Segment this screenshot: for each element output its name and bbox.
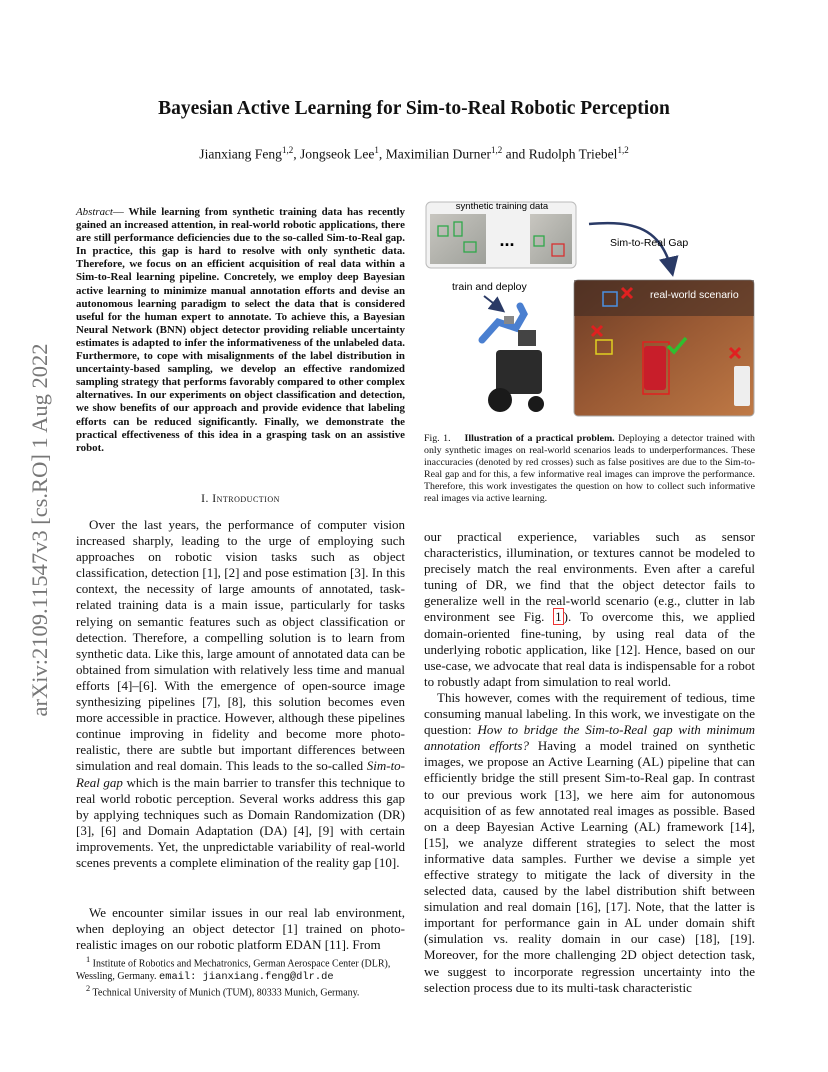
author-name: Maximilian Durner <box>385 146 492 162</box>
right-p2-text-end: Having a model trained on synthetic images, we propose an Active Learning (AL) pipeline that can efficiently bridge the still present Sim-to-Real gap. In contrast to our previous work [13], we here aim for autonomous acquisition of as few annotated real images as possible. Based on a deep Bayesian Active Learning (AL) framework [14], [15], we analyze different strategies to select the most informative data samples. Further we devise a simple yet effective strategy to mitigate the lack of diversity in the selected data, caused by the label distribution shift between simulation and real domain [16], [17]. Note, that the latter is important for performance gain in AL under domain shift (simulation vs. reality domain in our case) [18], [19]. Moreover, for the more challenging 2D object detection task, we suggest to incorporate regression uncertainty into the selection process due to its multi-task characteristic <box>424 738 756 995</box>
author-affiliation: 1,2 <box>617 145 629 155</box>
intro-text-end: which is the main barrier to transfer this technique to real world robotic perception. Several works address this gap by applying techniques such as Domain Randomization (DR) [3], [6] and Domain Adaptation (DA) [4], [9] with certain improvements. Yet, the unpredictable variability of real-world scenes prevents a complete elimination of the reality gap [10]. <box>76 774 406 870</box>
figure-1-illustration <box>424 196 755 420</box>
intro-text-2: We encounter similar issues in our real lab environment, when deploying an object detector [1] trained on photo-realistic images on our robotic platform EDAN [11]. From <box>76 905 405 953</box>
section-number: I. <box>201 492 213 505</box>
author-affiliation: 1,2 <box>281 145 294 155</box>
intro-text: Over the last years, the performance of computer vision increased sharply, leading to the urge of employing such approaches on robotic vision tasks such as object classification, detection [1], [2] and pose estimation [3]. In this context, the necessity of large amounts of annotated, task-related training data is a main issue, particularly for tasks relying on semantic features such as object classification or detection. Therefore, a compelling solution is to learn from synthetic data. Like this, large amount of annotated data can be obtained from simulation with relatively less time and manual efforts [4]–[6]. With the emergence of open-source image synthesizing pipelines [7], [8], this solution becomes even more accessible in practice. However, although these pipelines continue improving in fidelity and become more photo-realistic, there are subtle but important differences between simulation and real domain. This leads to the so-called <box>76 517 405 774</box>
abstract-text: While learning from synthetic training data has recently gained an increased attention, in real-world robotic applications, there are still performance deficiencies due to the so-called Sim-to-Real gap. In practice, this gap is hard to resolve with only synthetic data. Therefore, we focus on an efficient acquisition of real data within a Sim-to-Real learning pipeline. Concretely, we employ deep Bayesian active learning to minimize manual annotation efforts and devise an autonomous learning paradigm to select the data that is considered useful for the human expert to annotate. To achieve this, a Bayesian Neural Network (BNN) object detector providing reliable uncertainty estimates is adapted to infer the informativeness of the unlabeled data. Furthermore, to cope with misalignments of the label distribution in uncertainty-based sampling, we develop an effective randomized sampling strategy that performs favorably compared to other complex alternatives. In our experiments on object classification and detection, we show benefits of our approach and provide evidence that labeling efforts can be reduced significantly. Finally, we demonstrate the practical effectiveness of this idea in a grasping task on an assistive robot. <box>76 206 405 454</box>
author-separator: , <box>378 146 386 162</box>
footnote-1-text: Institute of Robotics and Mechatronics, German Aerospace Center (DLR), Wessling, Germany. <box>76 958 391 982</box>
figure-caption-text: Deploying a detector trained with only synthetic images on real-world scenarios leads to underperformances. These inaccuracies (denoted by red crosses) such as false positives are due to the Sim-to-Real gap and for this, a few informative real images can improve the performance. Therefore, this work investigates the question on how to collect such informative real images via active learning. <box>424 433 755 505</box>
section-heading <box>76 492 405 505</box>
author-name: Jianxiang Feng <box>199 146 282 162</box>
paper-title: Bayesian Active Learning for Sim-to-Real Robotic Perception <box>158 98 670 119</box>
intro-paragraph-2 <box>76 905 405 953</box>
gap-label: Sim-to-Real Gap <box>610 237 689 249</box>
arxiv-identifier <box>18 290 62 770</box>
right-paragraph-1 <box>424 529 755 690</box>
footnotes <box>76 954 405 1000</box>
abstract: Abstract— While learning from synthetic training data has recently gained an increased attention, in real-world robotic applications, there are still performance deficiencies due to the so-called Sim-to-Real gap. In practice, this gap is hard to resolve with only synthetic data. Therefore, we focus on an efficient acquisition of real data within a Sim-to-Real learning pipeline. Concretely, we employ deep Bayesian active learning to minimize manual annotation efforts and devise an autonomous learning paradigm to select the data that is considered useful for the human expert to annotate. To achieve this, a Bayesian Neural Network (BNN) object detector providing reliable uncertainty estimates is adapted to infer the informativeness of the unlabeled data. Furthermore, to cope with misalignments of the label distribution in uncertainty-based sampling, we develop an effective randomized sampling strategy that performs favorably compared to other complex alternatives. In our experiments on object classification and detection, we show benefits of our approach and provide evidence that labeling efforts can be reduced significantly. Finally, we demonstrate the practical effectiveness of this idea in a grasping task on an assistive robot. <box>76 206 405 454</box>
figure-caption <box>424 433 755 506</box>
footnote-2-text: Technical University of Munich (TUM), 80333 Munich, Germany. <box>92 987 360 999</box>
ellipsis: ... <box>499 230 515 250</box>
footnote-1: $^1$ Institute of Robotics and Mechatronics, German Aerospace Center (DLR), Wessling, Germany. email: jianxiang.feng@dlr.de <box>76 955 391 983</box>
author-list <box>0 145 828 163</box>
train-label: train and deploy <box>452 281 527 293</box>
author-name: Jongseok Lee <box>300 146 375 162</box>
footnote-email: email: jianxiang.feng@dlr.de <box>158 970 334 983</box>
intro-paragraph-1 <box>76 517 405 871</box>
arxiv-id-text: arXiv:2109.11547v3 [cs.RO] 1 Aug 2022 <box>27 343 52 717</box>
right-p2-text: This however, comes with the requirement of tedious, time consuming manual labeling. In this work, we investigate on the question: <box>424 689 755 738</box>
robot-wheelchair <box>482 306 544 412</box>
research-question: How to bridge the Sim-to-Real gap with minimum annotation efforts? <box>424 722 755 754</box>
author-name: Rudolph Triebel <box>528 146 618 162</box>
author-separator: , <box>293 146 301 162</box>
footnote-2: $^2$ Technical University of Munich (TUM), 80333 Munich, Germany. <box>86 984 360 999</box>
right-p1-text-end: ). To overcome this, we applied domain-oriented fine-tuning, by using real data of the underlying robotic application, like [12]. Hence, based on our use-case, we advocate that real data is indispensable for a robot to robustly adapt from simulation to real world. <box>424 609 755 689</box>
train-arrow <box>484 296 502 310</box>
right-paragraph-2 <box>424 690 755 996</box>
synthetic-label: synthetic training data <box>455 201 549 212</box>
section-title: Introduction <box>212 492 280 505</box>
figure-reference-link[interactable]: 1 <box>555 609 562 625</box>
right-column-text <box>424 529 755 996</box>
figure-title: Illustration of a practical problem. <box>464 433 615 444</box>
real-world-label: real-world scenario <box>650 289 739 301</box>
author-affiliation: 1 <box>374 145 379 155</box>
synthetic-image-2 <box>530 214 572 264</box>
abstract-label: Abstract <box>76 206 113 218</box>
right-p1-text: our practical experience, variables such as sensor characteristics, illumination, or textures cannot be modeled to precisely match the real environments. Even after a careful tuning of DR, we find that the object detector fails to generalize well in the real-world scenario (e.g., clutter in lab environment see Fig. <box>424 529 755 625</box>
figure-label: Fig. 1. <box>424 433 451 444</box>
author-separator: and <box>502 146 529 162</box>
intro-emphasis: Sim-to-Real gap <box>76 758 406 790</box>
author-affiliation: 1,2 <box>491 145 503 155</box>
